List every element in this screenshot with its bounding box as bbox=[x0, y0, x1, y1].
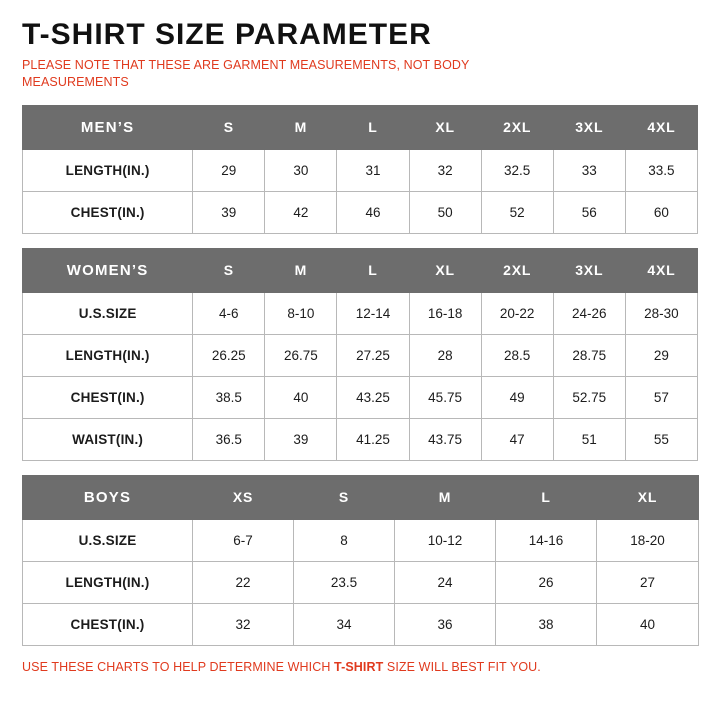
womens-chest-s: 38.5 bbox=[193, 376, 265, 418]
womens-length-m: 26.75 bbox=[265, 334, 337, 376]
table-row bbox=[23, 376, 698, 418]
womens-header-2xl: 2XL bbox=[481, 248, 553, 292]
mens-chest-4xl: 60 bbox=[625, 191, 697, 233]
table-row bbox=[23, 149, 698, 191]
boys-length-xs: 22 bbox=[193, 561, 294, 603]
mens-header-l: L bbox=[337, 105, 409, 149]
boys-size-table bbox=[22, 475, 699, 646]
footer-note-strong: T-SHIRT bbox=[334, 659, 384, 674]
boys-ussize-m: 10-12 bbox=[395, 519, 496, 561]
womens-row-label-ussize: U.S.SIZE bbox=[23, 292, 193, 334]
mens-header-3xl: 3XL bbox=[553, 105, 625, 149]
womens-chest-l: 43.25 bbox=[337, 376, 409, 418]
womens-length-xl: 28 bbox=[409, 334, 481, 376]
footer-note-prefix: USE THESE CHARTS TO HELP DETERMINE WHICH bbox=[22, 659, 335, 674]
mens-chest-l: 46 bbox=[337, 191, 409, 233]
womens-ussize-2xl: 20-22 bbox=[481, 292, 553, 334]
womens-ussize-l: 12-14 bbox=[337, 292, 409, 334]
boys-ussize-s: 8 bbox=[294, 519, 395, 561]
boys-chest-xs: 32 bbox=[193, 603, 294, 645]
mens-header-label: MEN’S bbox=[23, 105, 193, 149]
garment-measurement-note: PLEASE NOTE THAT THESE ARE GARMENT MEASUREMENTS, NOT BODY MEASUREMENTS bbox=[22, 58, 470, 89]
boys-length-l: 26 bbox=[496, 561, 597, 603]
table-row bbox=[23, 418, 698, 460]
mens-size-table bbox=[22, 105, 698, 234]
table-row bbox=[23, 191, 698, 233]
mens-header-2xl: 2XL bbox=[481, 105, 553, 149]
womens-chest-4xl: 57 bbox=[625, 376, 697, 418]
womens-length-l: 27.25 bbox=[337, 334, 409, 376]
footer-note bbox=[22, 660, 698, 674]
boys-row-label-ussize: U.S.SIZE bbox=[23, 519, 193, 561]
womens-chest-xl: 45.75 bbox=[409, 376, 481, 418]
womens-waist-2xl: 47 bbox=[481, 418, 553, 460]
mens-length-2xl: 32.5 bbox=[481, 149, 553, 191]
boys-ussize-l: 14-16 bbox=[496, 519, 597, 561]
boys-header-m: M bbox=[395, 475, 496, 519]
boys-header-l: L bbox=[496, 475, 597, 519]
womens-waist-4xl: 55 bbox=[625, 418, 697, 460]
womens-header-label: WOMEN’S bbox=[23, 248, 193, 292]
mens-header-m: M bbox=[265, 105, 337, 149]
mens-chest-2xl: 52 bbox=[481, 191, 553, 233]
mens-length-l: 31 bbox=[337, 149, 409, 191]
table-row bbox=[23, 292, 698, 334]
boys-length-s: 23.5 bbox=[294, 561, 395, 603]
womens-ussize-xl: 16-18 bbox=[409, 292, 481, 334]
mens-chest-s: 39 bbox=[193, 191, 265, 233]
table-header-row bbox=[23, 105, 698, 149]
womens-waist-s: 36.5 bbox=[193, 418, 265, 460]
womens-header-m: M bbox=[265, 248, 337, 292]
womens-chest-m: 40 bbox=[265, 376, 337, 418]
boys-ussize-xs: 6-7 bbox=[193, 519, 294, 561]
boys-header-label: BOYS bbox=[23, 475, 193, 519]
boys-header-xs: XS bbox=[193, 475, 294, 519]
table-row bbox=[23, 561, 699, 603]
boys-chest-xl: 40 bbox=[597, 603, 699, 645]
mens-length-m: 30 bbox=[265, 149, 337, 191]
mens-length-3xl: 33 bbox=[553, 149, 625, 191]
mens-chest-3xl: 56 bbox=[553, 191, 625, 233]
womens-length-2xl: 28.5 bbox=[481, 334, 553, 376]
table-row bbox=[23, 334, 698, 376]
womens-chest-3xl: 52.75 bbox=[553, 376, 625, 418]
page-title: T-SHIRT SIZE PARAMETER bbox=[22, 18, 432, 51]
mens-length-xl: 32 bbox=[409, 149, 481, 191]
womens-ussize-3xl: 24-26 bbox=[553, 292, 625, 334]
boys-header-s: S bbox=[294, 475, 395, 519]
table-header-row bbox=[23, 475, 699, 519]
womens-waist-m: 39 bbox=[265, 418, 337, 460]
boys-ussize-xl: 18-20 bbox=[597, 519, 699, 561]
boys-chest-l: 38 bbox=[496, 603, 597, 645]
boys-chest-m: 36 bbox=[395, 603, 496, 645]
womens-waist-xl: 43.75 bbox=[409, 418, 481, 460]
womens-ussize-s: 4-6 bbox=[193, 292, 265, 334]
womens-length-4xl: 29 bbox=[625, 334, 697, 376]
mens-length-4xl: 33.5 bbox=[625, 149, 697, 191]
womens-header-4xl: 4XL bbox=[625, 248, 697, 292]
table-header-row bbox=[23, 248, 698, 292]
womens-row-label-chest: CHEST(IN.) bbox=[23, 376, 193, 418]
womens-ussize-4xl: 28-30 bbox=[625, 292, 697, 334]
womens-waist-l: 41.25 bbox=[337, 418, 409, 460]
womens-header-s: S bbox=[193, 248, 265, 292]
womens-header-l: L bbox=[337, 248, 409, 292]
womens-ussize-m: 8-10 bbox=[265, 292, 337, 334]
womens-header-xl: XL bbox=[409, 248, 481, 292]
mens-length-s: 29 bbox=[193, 149, 265, 191]
womens-waist-3xl: 51 bbox=[553, 418, 625, 460]
mens-chest-xl: 50 bbox=[409, 191, 481, 233]
boys-chest-s: 34 bbox=[294, 603, 395, 645]
footer-note-suffix: SIZE WILL BEST FIT YOU. bbox=[383, 659, 541, 674]
mens-row-label-chest: CHEST(IN.) bbox=[23, 191, 193, 233]
womens-length-3xl: 28.75 bbox=[553, 334, 625, 376]
boys-row-label-chest: CHEST(IN.) bbox=[23, 603, 193, 645]
boys-header-xl: XL bbox=[597, 475, 699, 519]
womens-row-label-waist: WAIST(IN.) bbox=[23, 418, 193, 460]
mens-header-s: S bbox=[193, 105, 265, 149]
table-row bbox=[23, 519, 699, 561]
table-row bbox=[23, 603, 699, 645]
womens-row-label-length: LENGTH(IN.) bbox=[23, 334, 193, 376]
womens-length-s: 26.25 bbox=[193, 334, 265, 376]
mens-chest-m: 42 bbox=[265, 191, 337, 233]
womens-chest-2xl: 49 bbox=[481, 376, 553, 418]
mens-header-4xl: 4XL bbox=[625, 105, 697, 149]
mens-row-label-length: LENGTH(IN.) bbox=[23, 149, 193, 191]
womens-size-table bbox=[22, 248, 698, 461]
boys-row-label-length: LENGTH(IN.) bbox=[23, 561, 193, 603]
boys-length-xl: 27 bbox=[597, 561, 699, 603]
boys-length-m: 24 bbox=[395, 561, 496, 603]
mens-header-xl: XL bbox=[409, 105, 481, 149]
womens-header-3xl: 3XL bbox=[553, 248, 625, 292]
